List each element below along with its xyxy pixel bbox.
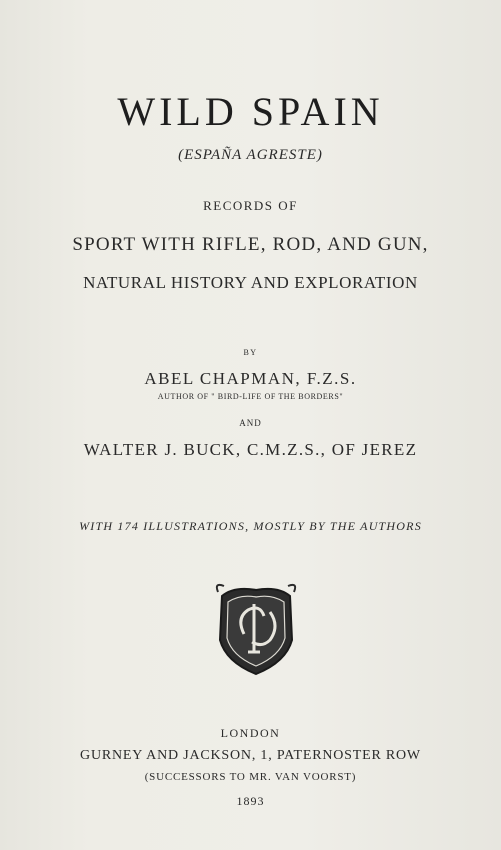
publisher-monogram-emblem [214, 582, 298, 678]
records-of-label: RECORDS OF [203, 198, 298, 213]
by-label: BY [243, 348, 258, 357]
subject-line-1: SPORT WITH RIFLE, ROD, AND GUN, [72, 234, 429, 255]
publication-year: 1893 [236, 794, 265, 808]
book-subtitle: (ESPAÑA AGRESTE) [178, 147, 323, 163]
author-1-note: AUTHOR OF " BIRD-LIFE OF THE BORDERS" [157, 392, 344, 401]
book-title: WILD SPAIN [117, 89, 384, 134]
author-2: WALTER J. BUCK, C.M.Z.S., OF JEREZ [83, 440, 418, 459]
publisher-name: GURNEY AND JACKSON, 1, PATERNOSTER ROW [80, 748, 421, 763]
illustrations-note: WITH 174 ILLUSTRATIONS, MOSTLY BY THE AUTHORS [79, 519, 422, 533]
author-1: ABEL CHAPMAN, F.Z.S. [144, 369, 357, 388]
publisher-place: LONDON [220, 726, 281, 740]
publisher-successors: (SUCCESSORS TO MR. VAN VOORST) [144, 771, 357, 783]
and-label: AND [239, 418, 262, 428]
subject-line-2: NATURAL HISTORY AND EXPLORATION [83, 273, 418, 292]
